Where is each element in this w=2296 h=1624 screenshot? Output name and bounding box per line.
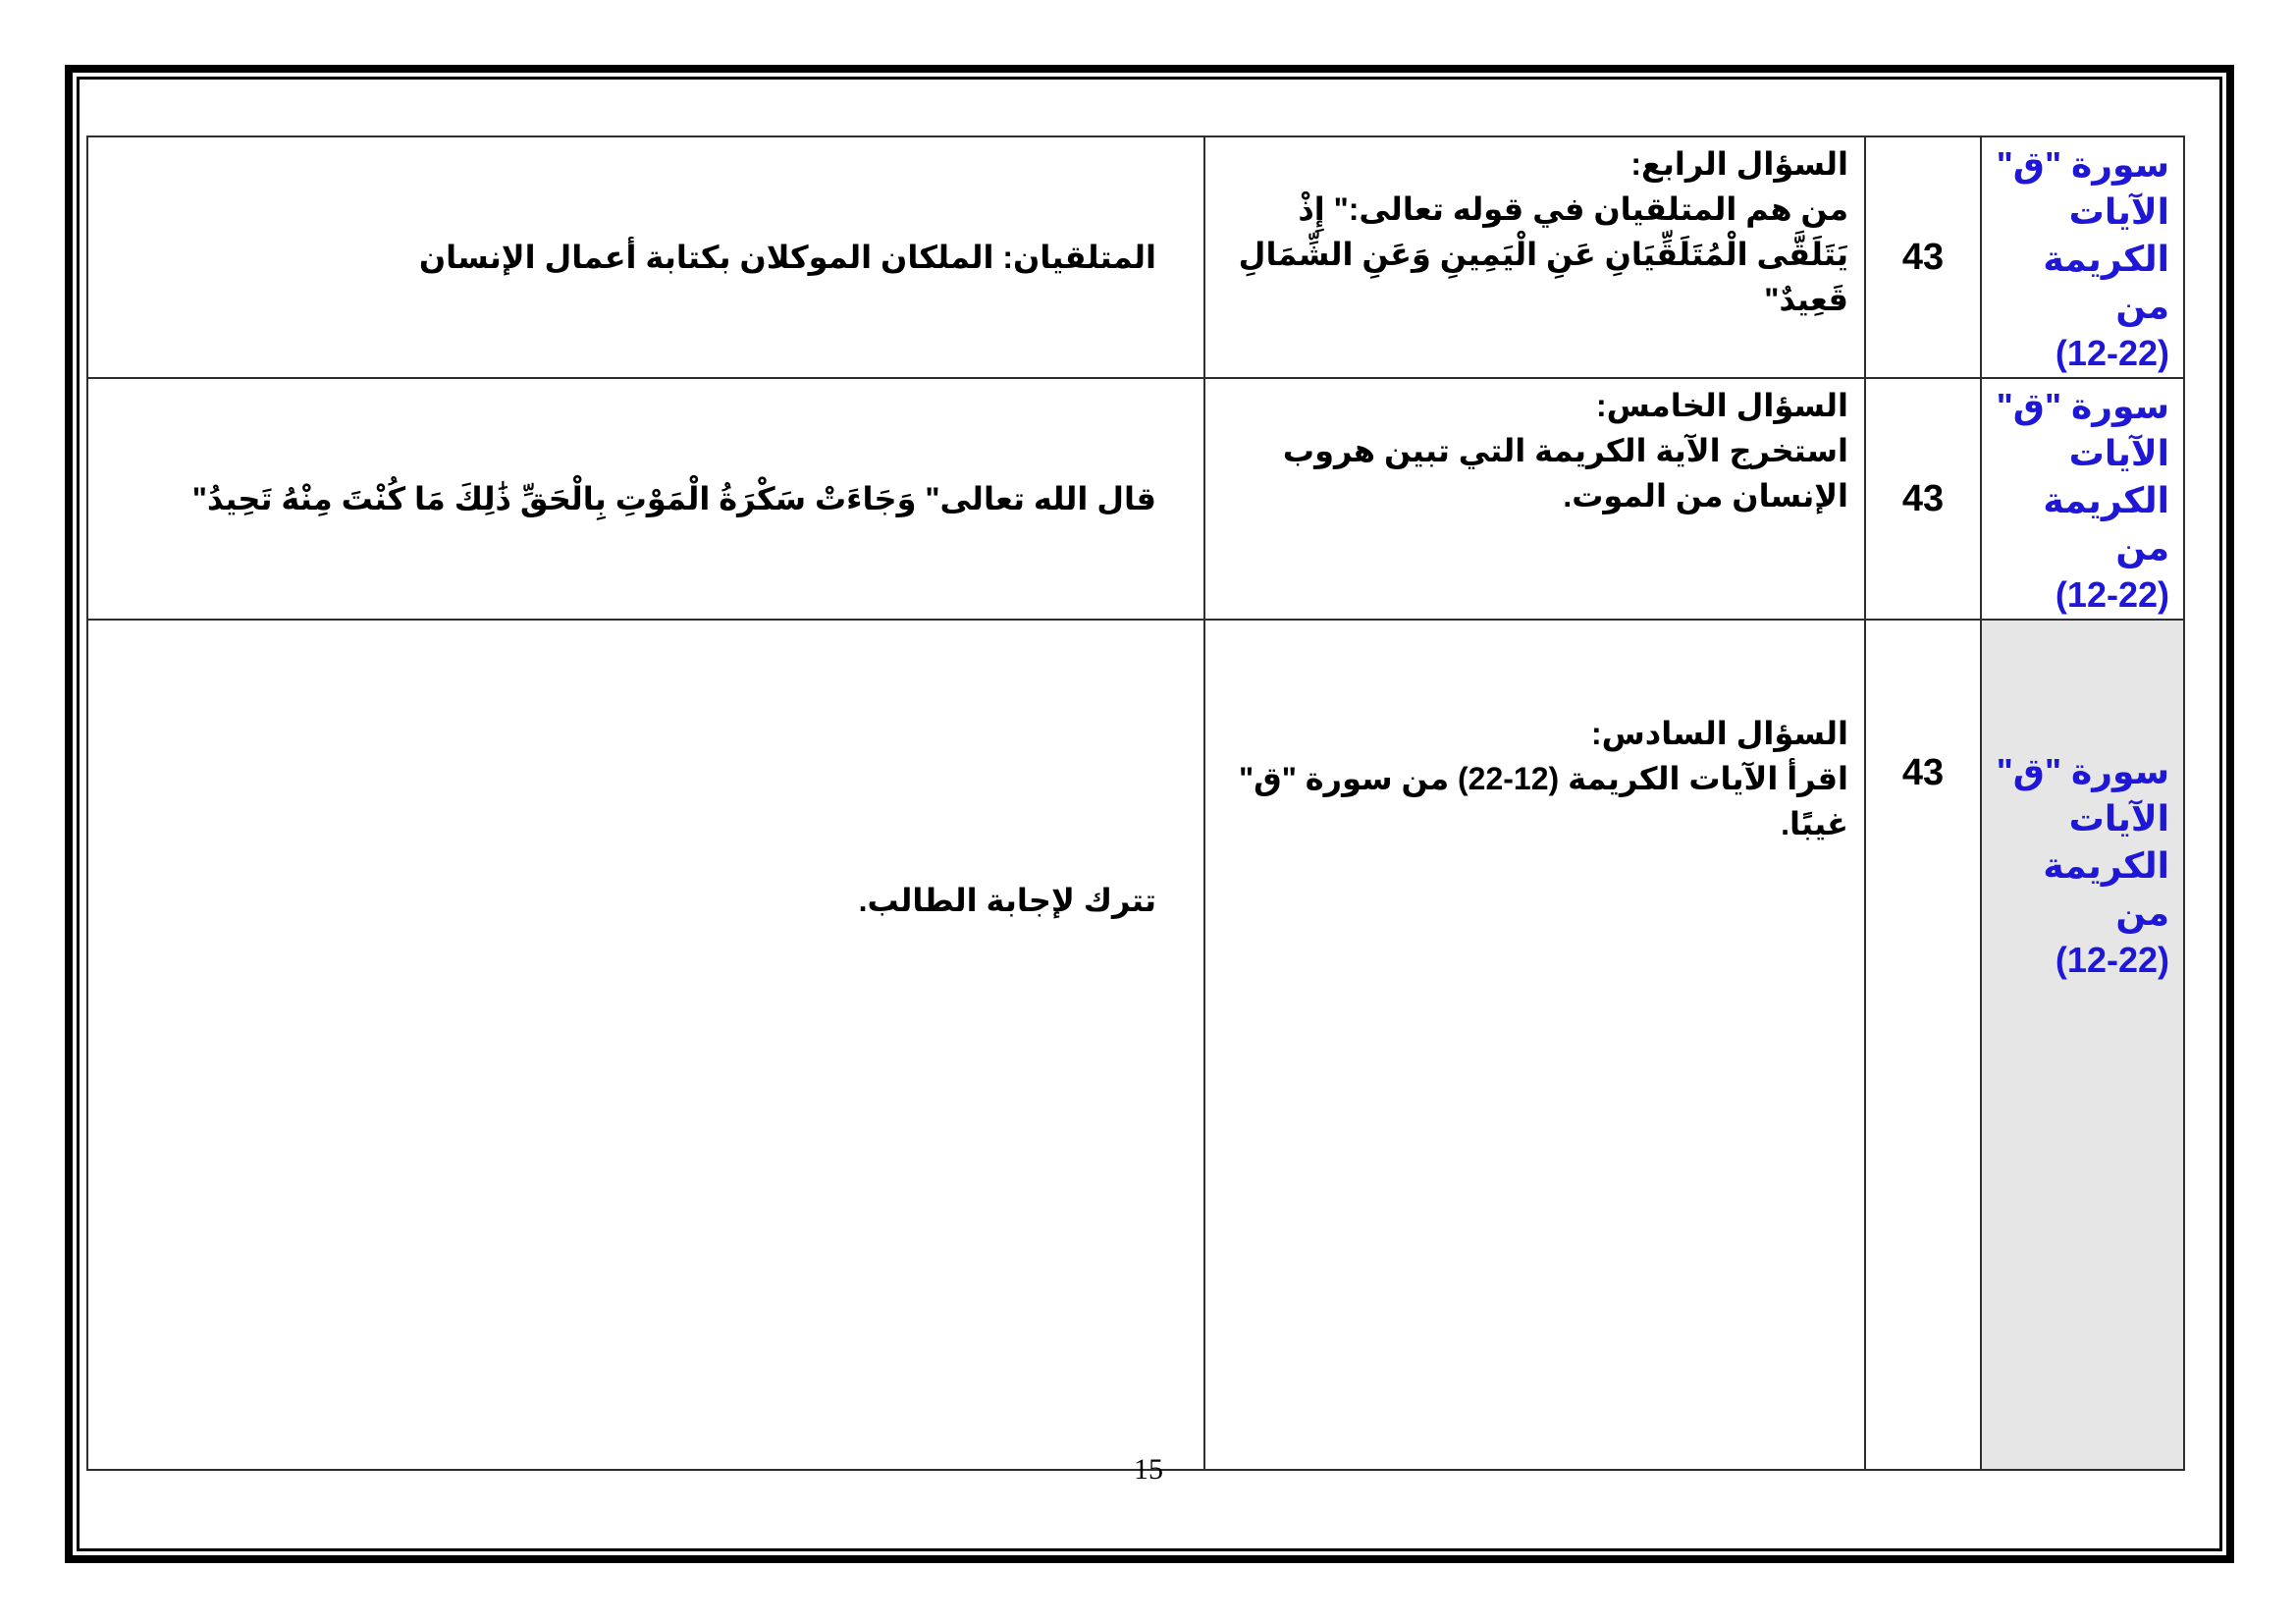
section-line: الكريمة من <box>2043 480 2169 568</box>
question-content <box>1217 624 1848 846</box>
section-line: سورة "ق" <box>1996 386 2169 426</box>
answer-cell: قال الله تعالى" وَجَاءَتْ سَكْرَةُ الْمَوْتِ بِالْحَقِّ ذَٰلِكَ مَا كُنْتَ مِنْهُ تَحِيدُ" <box>87 378 1204 620</box>
section-line: (12-22) <box>2055 333 2169 373</box>
question-cell <box>1204 136 1865 378</box>
answer-cell: تترك لإجابة الطالب. <box>87 620 1204 1470</box>
question-body: من هم المتلقيان في قوله تعالى:" إِذْ يَتَلَقَّى الْمُتَلَقِّيَانِ عَنِ الْيَمِينِ وَعَنِ الشِّمَالِ قَعِيدٌ" <box>1238 191 1848 317</box>
question-body: اقرأ الآيات الكريمة (12-22) من سورة "ق" غيبًا. <box>1238 761 1848 841</box>
table-row <box>87 136 2184 378</box>
section-cell <box>1981 378 2184 620</box>
table-row <box>87 378 2184 620</box>
section-line: الآيات <box>2068 798 2169 839</box>
page-ref-cell: 43 <box>1865 378 1981 620</box>
section-line: (12-22) <box>2055 574 2169 615</box>
question-title: السؤال الخامس: <box>1596 388 1848 423</box>
section-line: سورة "ق" <box>1996 751 2169 791</box>
page-ref-cell: 43 <box>1865 620 1981 1470</box>
section-cell <box>1981 620 2184 1470</box>
section-cell <box>1981 136 2184 378</box>
question-body: استخرج الآية الكريمة التي تبين هروب الإنسان من الموت. <box>1282 433 1848 514</box>
section-line: الآيات <box>2068 433 2169 473</box>
question-cell <box>1204 378 1865 620</box>
section-line: الكريمة من <box>2043 239 2169 326</box>
section-line: الكريمة من <box>2043 845 2169 933</box>
question-title: السؤال السادس: <box>1590 716 1848 751</box>
questions-table <box>86 135 2185 1471</box>
question-title: السؤال الرابع: <box>1630 146 1848 182</box>
table-row <box>87 620 2184 1470</box>
section-line: الآيات <box>2068 191 2169 232</box>
question-cell <box>1204 620 1865 1470</box>
page-ref-cell: 43 <box>1865 136 1981 378</box>
page-number: 15 <box>1134 1453 1163 1486</box>
section-line: (12-22) <box>2055 940 2169 980</box>
section-line: سورة "ق" <box>1996 144 2169 185</box>
answer-cell: المتلقيان: الملكان الموكلان بكتابة أعمال الإنسان <box>87 136 1204 378</box>
